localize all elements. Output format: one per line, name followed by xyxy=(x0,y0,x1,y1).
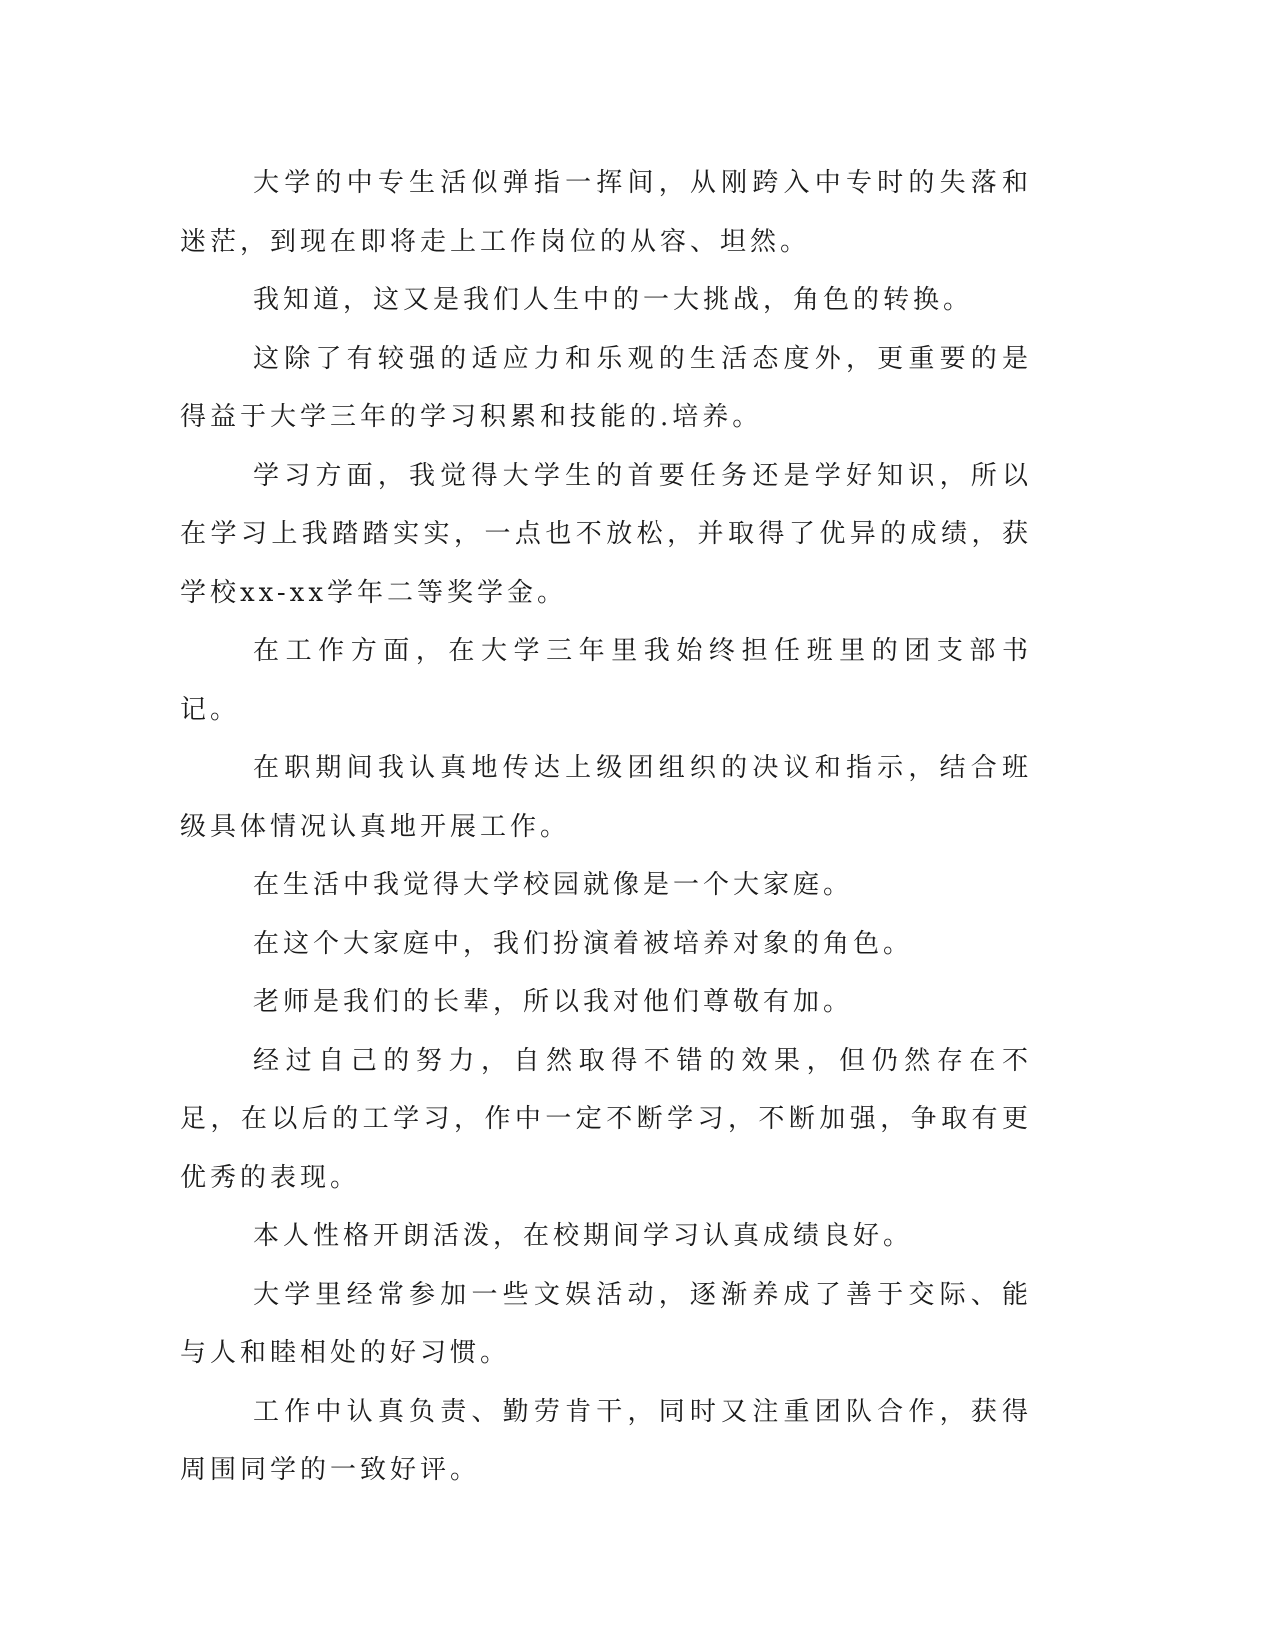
paragraph: 本人性格开朗活泼，在校期间学习认真成绩良好。 xyxy=(253,1221,914,1251)
paragraph: 在这个大家庭中，我们扮演着被培养对象的角色。 xyxy=(253,928,914,959)
paragraph: 在职期间我认真地传达上级团组织的决议和指示，结合班级具体情况认真地开展工作。 xyxy=(180,753,1032,842)
paragraph: 老师是我们的长辈，所以我对他们尊敬有加。 xyxy=(253,987,854,1017)
paragraph: 我知道，这又是我们人生中的一大挑战，角色的转换。 xyxy=(253,285,974,315)
paragraph: 大学里经常参加一些文娱活动，逐渐养成了善于交际、能与人和睦相处的好习惯。 xyxy=(180,1279,1032,1368)
paragraph: 经过自己的努力，自然取得不错的效果，但仍然存在不足，在以后的工学习，作中一定不断学习，不断加强，争取有更优秀的表现。 xyxy=(180,1045,1032,1193)
document-body xyxy=(180,154,1032,1500)
paragraph: 大学的中专生活似弹指一挥间，从刚跨入中专时的失落和迷茫，到现在即将走上工作岗位的从容、坦然。 xyxy=(180,168,1032,257)
paragraph: 工作中认真负责、勤劳肯干，同时又注重团队合作，获得周围同学的一致好评。 xyxy=(180,1396,1032,1485)
paragraph: 这除了有较强的适应力和乐观的生活态度外，更重要的是得益于大学三年的学习积累和技能的.培养。 xyxy=(180,343,1032,432)
paragraph: 学习方面，我觉得大学生的首要任务还是学好知识，所以在学习上我踏踏实实，一点也不放松，并取得了优异的成绩，获学校xx-xx学年二等奖学金。 xyxy=(180,460,1032,608)
paragraph: 在工作方面，在大学三年里我始终担任班里的团支部书记。 xyxy=(180,636,1032,725)
paragraph: 在生活中我觉得大学校园就像是一个大家庭。 xyxy=(253,870,854,900)
